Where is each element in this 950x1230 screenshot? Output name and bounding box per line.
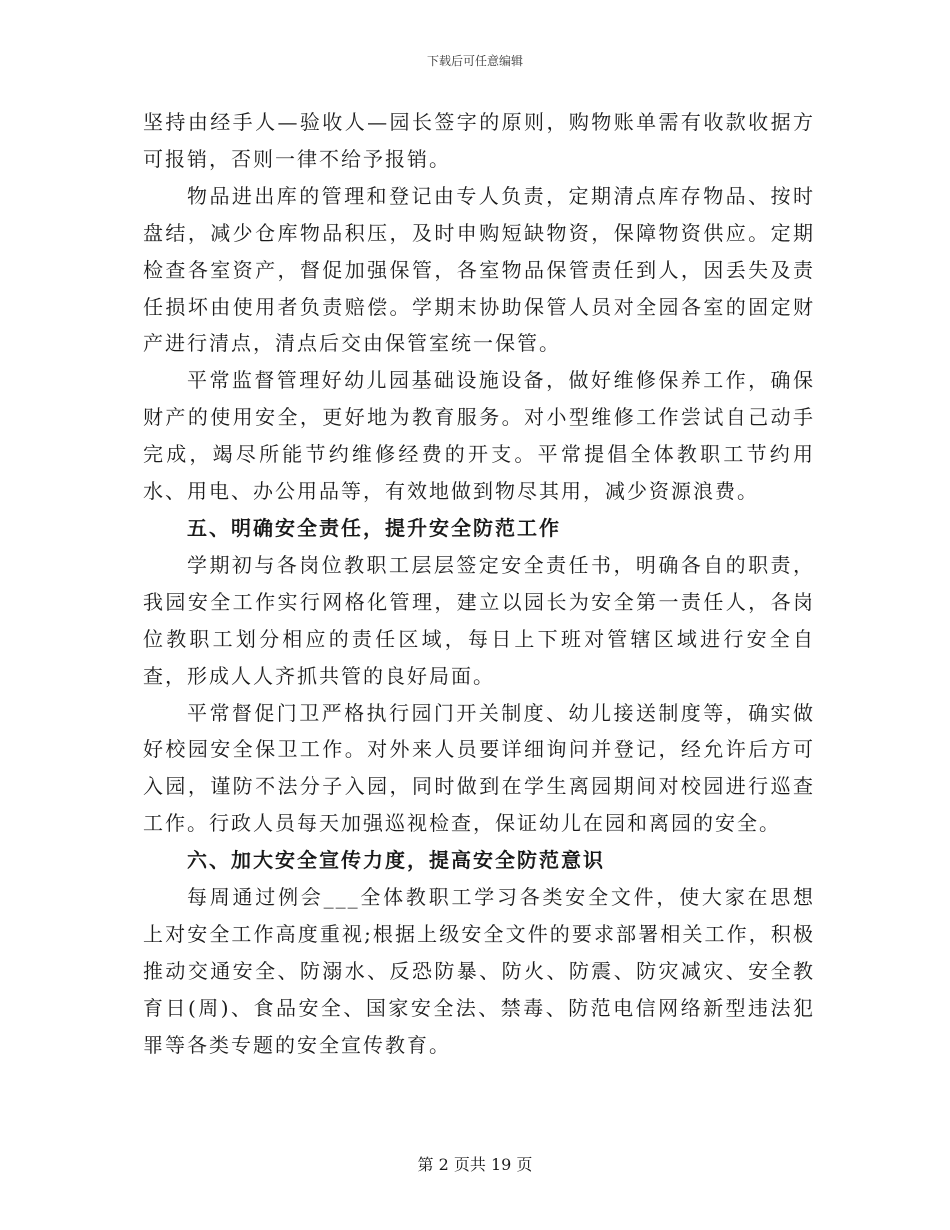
paragraph-gate-security: 平常督促门卫严格执行园门开关制度、幼儿接送制度等，确实做好校园安全保卫工作。对外来人员要详细询问并登记，经允许后方可入园，谨防不法分子入园，同时做到在学生离园期间对校园进行巡查工作。行政人员每天加强巡视检查，保证幼儿在园和离园的安全。 xyxy=(143,700,815,836)
paragraph-facility-maintenance: 平常监督管理好幼儿园基础设施设备，做好维修保养工作，确保财产的使用安全，更好地为教育服务。对小型维修工作尝试自己动手完成，竭尽所能节约维修经费的开支。平常提倡全体教职工节约用水、用电、办公用品等，有效地做到物尽其用，减少资源浪费。 xyxy=(143,368,815,504)
section-heading-safety-responsibility: 五、明确安全责任，提升安全防范工作 xyxy=(187,515,561,540)
section-heading-safety-publicity: 六、加大安全宣传力度，提高安全防范意识 xyxy=(187,848,605,873)
paragraph-inventory-management: 物品进出库的管理和登记由专人负责，定期清点库存物品、按时盘结，减少仓库物品积压，及时申购短缺物资，保障物资供应。定期检查各室资产，督促加强保管，各室物品保管责任到人，因丢失及责任损坏由使用者负责赔偿。学期末协助保管人员对全园各室的固定财产进行清点，清点后交由保管室统一保管。 xyxy=(143,183,815,356)
document-body xyxy=(143,104,815,1064)
paragraph-safety-education: 每周通过例会___全体教职工学习各类安全文件，使大家在思想上对安全工作高度重视;根据上级安全文件的要求部署相关工作，积极推动交通安全、防溺水、反恐防暴、防火、防震、防灾减灾、安全教育日(周)、食品安全、国家安全法、禁毒、防范电信网络新型违法犯罪等各类专题的安全宣传教育。 xyxy=(143,885,815,1057)
paragraph-safety-responsibility: 学期初与各岗位教职工层层签定安全责任书，明确各自的职责，我园安全工作实行网格化管理，建立以园长为安全第一责任人，各岗位教职工划分相应的责任区域，每日上下班对管辖区域进行安全自查，形成人人齐抓共管的良好局面。 xyxy=(143,552,815,688)
paragraph-reimbursement-rule: 坚持由经手人—验收人—园长签字的原则，购物账单需有收款收据方可报销，否则一律不给予报销。 xyxy=(143,110,815,171)
page-number-footer: 第 2 页共 19 页 xyxy=(417,1155,533,1174)
page-header: 下载后可任意编辑 xyxy=(426,54,523,68)
